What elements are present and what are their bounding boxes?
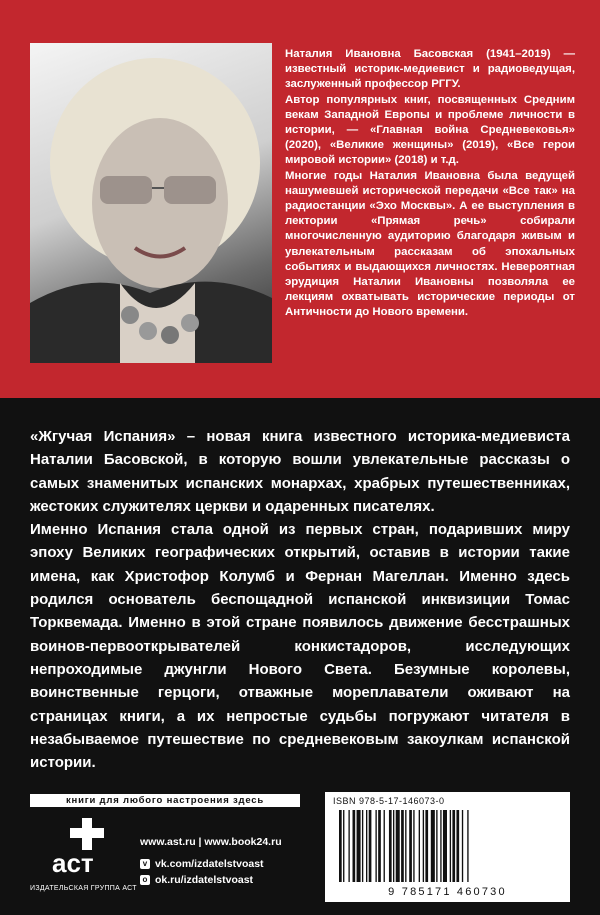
isbn-text: ISBN 978-5-17-146073-0 (333, 796, 445, 806)
slogan: книги для любого настроения здесь (30, 794, 300, 807)
vk-row (140, 856, 282, 872)
publisher-links (140, 834, 282, 888)
bio-paragraph-1: Наталия Ивановна Басовская (1941–2019) — известный историк-медиевист и радиоведущая, заслуженный профессор РГГУ. (285, 48, 575, 91)
annotation-paragraph-1: «Жгучая Испания» – новая книга известного историка-медиевиста Наталии Басовской, в которую вошли увлекательные рассказы о самых знаменитых испанских монархах, храбрых путешественниках, жестоких служителях церкви и одаренных писателях. (30, 428, 570, 515)
vk-icon: v (140, 859, 150, 869)
author-portrait-illustration (30, 43, 272, 363)
publisher-logo (48, 816, 108, 876)
ok-row (140, 872, 282, 888)
publisher-name: ИЗДАТЕЛЬСКАЯ ГРУППА АСТ (30, 885, 137, 892)
websites-row (140, 834, 282, 850)
ok-icon: o (140, 875, 150, 885)
websites-link[interactable]: www.ast.ru | www.book24.ru (140, 836, 282, 848)
book-annotation (30, 425, 570, 774)
ok-link[interactable]: ok.ru/izdatelstvoast (155, 874, 254, 886)
logo-text: аст (52, 848, 94, 876)
author-biography (285, 47, 575, 321)
vk-link[interactable]: vk.com/izdatelstvoast (155, 858, 264, 870)
bio-paragraph-2: Автор популярных книг, посвященных Средним векам Западной Европы и проблеме личности в истории, — «Главная война Средневековья» (2020), «Великие женщины» (2019), «Все герои мировой истории» (2018) и т.д. (285, 93, 575, 167)
ast-logo-icon (48, 816, 108, 876)
barcode-panel (325, 792, 570, 902)
author-photo (30, 43, 272, 363)
barcode-digits: 9 785171 460730 (388, 886, 507, 898)
bio-paragraph-3: Многие годы Наталия Ивановна была ведущей нашумевшей исторической передачи «Все так» на радиостанции «Эхо Москвы». А ее выступления в лектории «Прямая речь» собирали многочисленную аудиторию благодаря живым и увлекательным рассказам об эпохальных событиях и выдающихся личностях. Невероятная эрудиция Наталии Ивановны позволяла ее лекциям охватывать исторические периоды от Античности до Нового времени. (285, 169, 575, 319)
annotation-paragraph-2: Именно Испания стала одной из первых стран, подаривших миру эпоху Великих географических открытий, оставив в истории такие имена, как Христофор Колумб и Фернан Магеллан. Именно здесь родился основатель беспощадной испанской инквизиции Томас Торквемада. Именно в этой стране появилось движение бесстрашных воинов-первооткрывателей конкистадоров, исследующих непроходимые джунгли Нового Света. Безумные королевы, воинственные герцоги, отважные мореплаватели оживают на страницах книги, а их непростые судьбы погружают читателя в незабываемое путешествие по средневековым закоулкам испанской истории. (30, 521, 570, 772)
